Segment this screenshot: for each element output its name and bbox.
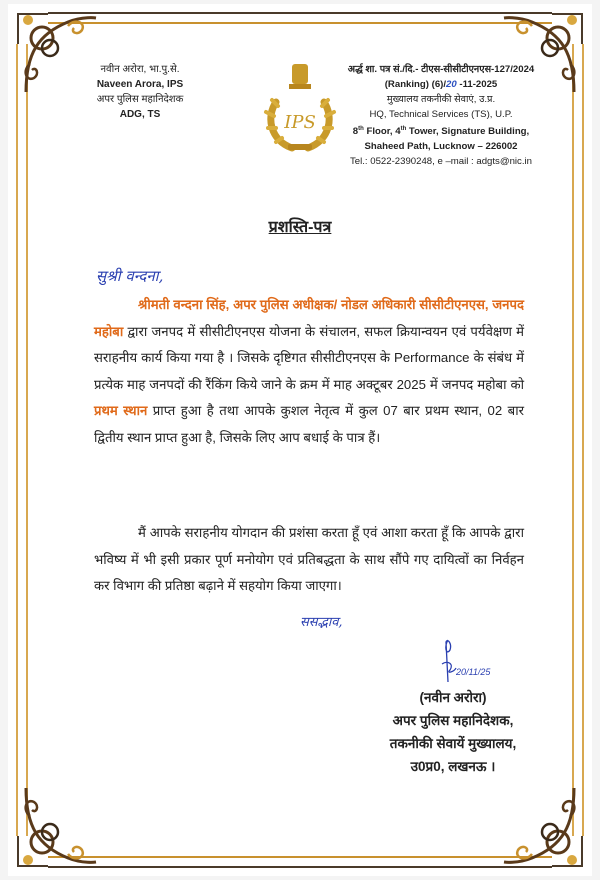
signatory-office: तकनीकी सेवायें मुख्यालय,	[389, 736, 517, 751]
signatory-location: उ0प्र0, लखनऊ ।	[410, 759, 496, 774]
contact-info: Tel.: 0522-2390248, e –mail : adgts@nic.in	[349, 156, 532, 168]
border-bottom-outer	[48, 866, 552, 868]
sender-block	[80, 62, 200, 122]
corner-flourish-icon	[8, 786, 98, 876]
signatory-designation: अपर पुलिस महानिदेशक,	[392, 713, 514, 728]
handwritten-salutation: सुश्री वन्दना,	[96, 267, 164, 285]
handwritten-closing: ससद्भाव,	[300, 615, 343, 630]
handwritten-day: 20	[446, 79, 457, 90]
address-line-2: Shaheed Path, Lucknow – 226002	[364, 141, 518, 153]
border-bottom-inner	[48, 856, 552, 858]
signature-date: 20/11/25	[456, 667, 491, 677]
border-right-outer	[582, 44, 584, 836]
citation-paragraph-2: मैं आपके सराहनीय योगदान की प्रशंसा करता हूँ एवं आशा करता हूँ कि आपके द्वारा भविष्य में भी इसी प्रकार पूर्ण मनोयोग एवं प्रतिबद्धता के साथ सौंपे गए दायित्वों का निर्वहन कर विभाग की प्रतिष्ठा बढ़ाने में सहयोग किया जाएगा।	[94, 525, 524, 593]
certificate-page	[8, 4, 592, 876]
svg-text:IPS: IPS	[284, 112, 316, 133]
border-top-outer	[48, 12, 552, 14]
corner-flourish-icon	[502, 786, 592, 876]
sender-designation-hindi: अपर पुलिस महानिदेशक	[96, 94, 184, 105]
border-right-inner	[572, 44, 574, 836]
document-title: प्रशस्ति-पत्र	[268, 219, 332, 236]
citation-paragraph-1: श्रीमती वन्दना सिंह, अपर पुलिस अधीक्षक/ नोडल अधिकारी सीसीटीएनएस, जनपद महोबा द्वारा जनपद में सीसीटीएनएस योजना के संचालन, सफल क्रियान्वयन एवं पर्यवेक्षण में सराहनीय कार्य किया गया है । जिसके दृष्टिगत सीसीटीएनएस के Performance के संबंध में प्रत्येक माह जनपदों की रैंकिंग किये जाने के क्रम में माह अक्टूबर 2025 में जनपद महोबा को प्रथम स्थान प्राप्त हुआ है तथा आपके कुशल नेतृत्व में कुल 07 बार प्रथम स्थान, 02 बार द्वितीय स्थान प्राप्त हुआ है, जिसके लिए आप बधाई के पात्र हैं।	[94, 297, 524, 445]
reference-block	[326, 62, 556, 169]
border-left-outer	[16, 44, 18, 836]
sender-name-english: Naveen Arora, IPS	[96, 79, 184, 90]
signatory-block	[368, 686, 538, 778]
sender-name-hindi: नवीन अरोरा, भा.पु.से.	[100, 64, 180, 75]
sender-designation-english: ADG, TS	[119, 109, 161, 120]
border-top-inner	[48, 22, 552, 24]
recipient-highlight: श्रीमती वन्दना सिंह, अपर पुलिस अधीक्षक/ नोडल अधिकारी सीसीटीएनएस, जनपद महोबा	[94, 297, 524, 339]
reference-date: (Ranking) (6)/20 -11-2025	[384, 79, 498, 90]
border-left-inner	[26, 44, 28, 836]
office-english: HQ, Technical Services (TS), U.P.	[369, 109, 513, 120]
reference-number: अर्द्ध शा. पत्र सं./दि.- टीएस-सीसीटीएनएस-127/2024	[347, 64, 535, 75]
signatory-name: (नवीन अरोरा)	[419, 690, 487, 705]
address-line-1: 8th Floor, 4th Tower, Signature Building,	[352, 126, 530, 138]
rank-highlight: प्रथम स्थान	[94, 403, 148, 418]
office-hindi: मुख्यालय तकनीकी सेवाएं, उ.प्र.	[386, 94, 496, 105]
